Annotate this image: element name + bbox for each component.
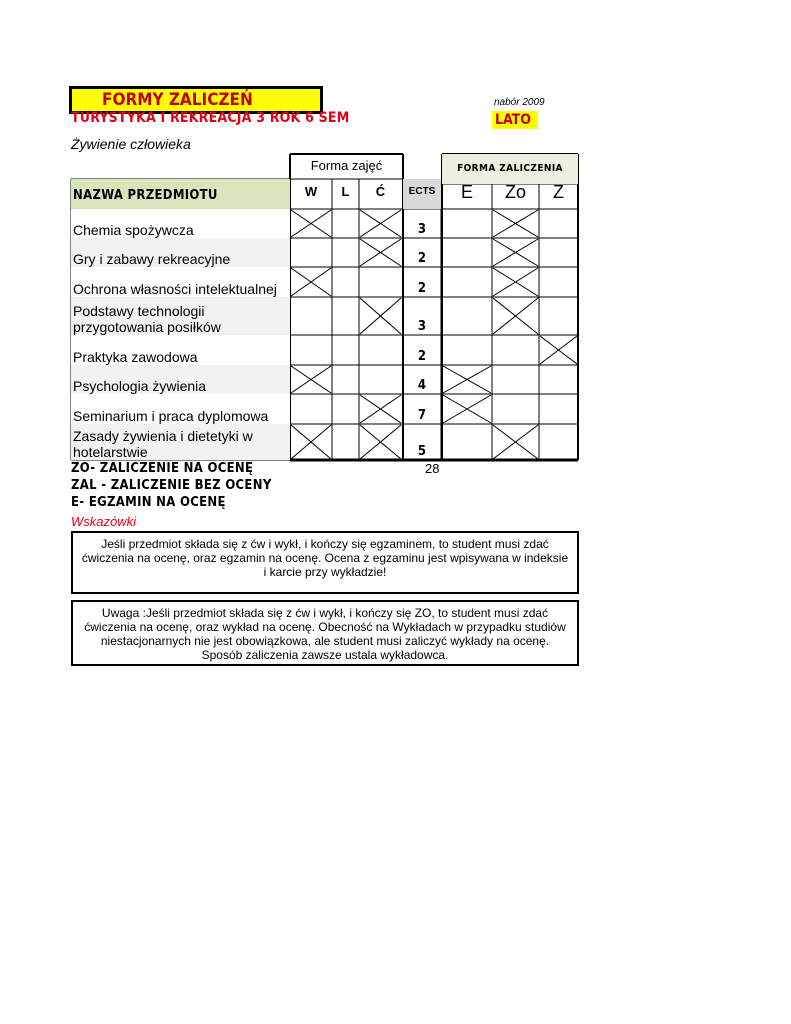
program-subtitle: TURYSTYKA I REKREACJA 3 ROK 6 SEM [71, 110, 350, 126]
subject-name [71, 267, 290, 297]
page-title: FORMY ZALICZEŃ [69, 86, 323, 114]
col-header-c: Ć [375, 184, 386, 199]
name-column-header: NAZWA PRZEDMIOTU [71, 179, 290, 209]
semester-badge: LATO [492, 111, 538, 129]
legend-e: E- EGZAMIN NA OCENĘ [71, 495, 226, 510]
col-header-w: W [304, 184, 318, 199]
subject-name [71, 238, 290, 267]
subject-name [71, 209, 290, 238]
legend-zal: ZAL - ZALICZENIE BEZ OCENY [71, 478, 272, 493]
subject-ects: 2 [417, 281, 427, 296]
subject-name-text: Chemia spożywcza [73, 222, 194, 238]
ects-total: 28 [425, 461, 440, 476]
subject-name-text: Psychologia żywienia [73, 378, 207, 394]
subject-ects: 5 [417, 444, 427, 459]
subject-name-text: Zasady żywienia i dietetyki w hotelarstwie [73, 428, 253, 460]
subject-name [71, 365, 290, 394]
subject-name-text: Podstawy technologii przygotowania posiłków [73, 303, 221, 335]
subject-name [71, 297, 290, 335]
subject-ects: 2 [417, 251, 427, 266]
legend-zo: ZO- ZALICZENIE NA OCENĘ [71, 461, 254, 476]
col-header-l: L [341, 184, 350, 199]
subject-ects: 4 [417, 378, 427, 393]
subject-name [71, 424, 290, 460]
forma-zaliczenia-header: FORMA ZALICZENIA [442, 154, 578, 184]
subject-ects: 2 [417, 349, 427, 364]
subject-ects: 3 [417, 222, 427, 237]
subject-ects: 3 [417, 319, 427, 334]
subject-ects: 7 [417, 408, 427, 423]
col-header-ects: ECTS [403, 179, 441, 209]
enrollment-year: nabór 2009 [494, 97, 545, 108]
hint-note-1: Jeśli przedmiot składa się z ćw i wykł, i kończy się egzaminem, to student musi zdać ćwiczenia na ocenę, oraz egzamin na ocenę. Ocena z egzaminu jest wpisywana w indeksie i karcie przy wykładzie! [71, 531, 579, 594]
forma-zajec-header: Forma zajęć [310, 158, 383, 173]
course-name: Żywienie człowieka [71, 136, 191, 152]
subject-name [71, 335, 290, 365]
hints-label: Wskazówki [71, 514, 137, 529]
subject-name-text: Ochrona własności intelektualnej [73, 281, 277, 297]
hint-note-2: Uwaga :Jeśli przedmiot składa się z ćw i wykł, i kończy się ZO, to student musi zdać ćwiczenia na ocenę, oraz wykład na ocenę. Obecność na Wykładach w przypadku studiów niestacjonarnych nie jest obowiązkowa, ale student musi zaliczyć wykłady na ocenę. Sposób zaliczenia zawsze ustala wykładowca. [71, 600, 579, 666]
col-header-zo: Zo [504, 182, 526, 202]
subject-name-text: Praktyka zawodowa [73, 349, 198, 365]
subject-name-text: Gry i zabawy rekreacyjne [73, 251, 231, 267]
subject-name-text: Seminarium i praca dyplomowa [73, 408, 269, 424]
col-header-e: E [460, 182, 473, 202]
col-header-z: Z [553, 182, 564, 202]
subject-name [71, 394, 290, 424]
